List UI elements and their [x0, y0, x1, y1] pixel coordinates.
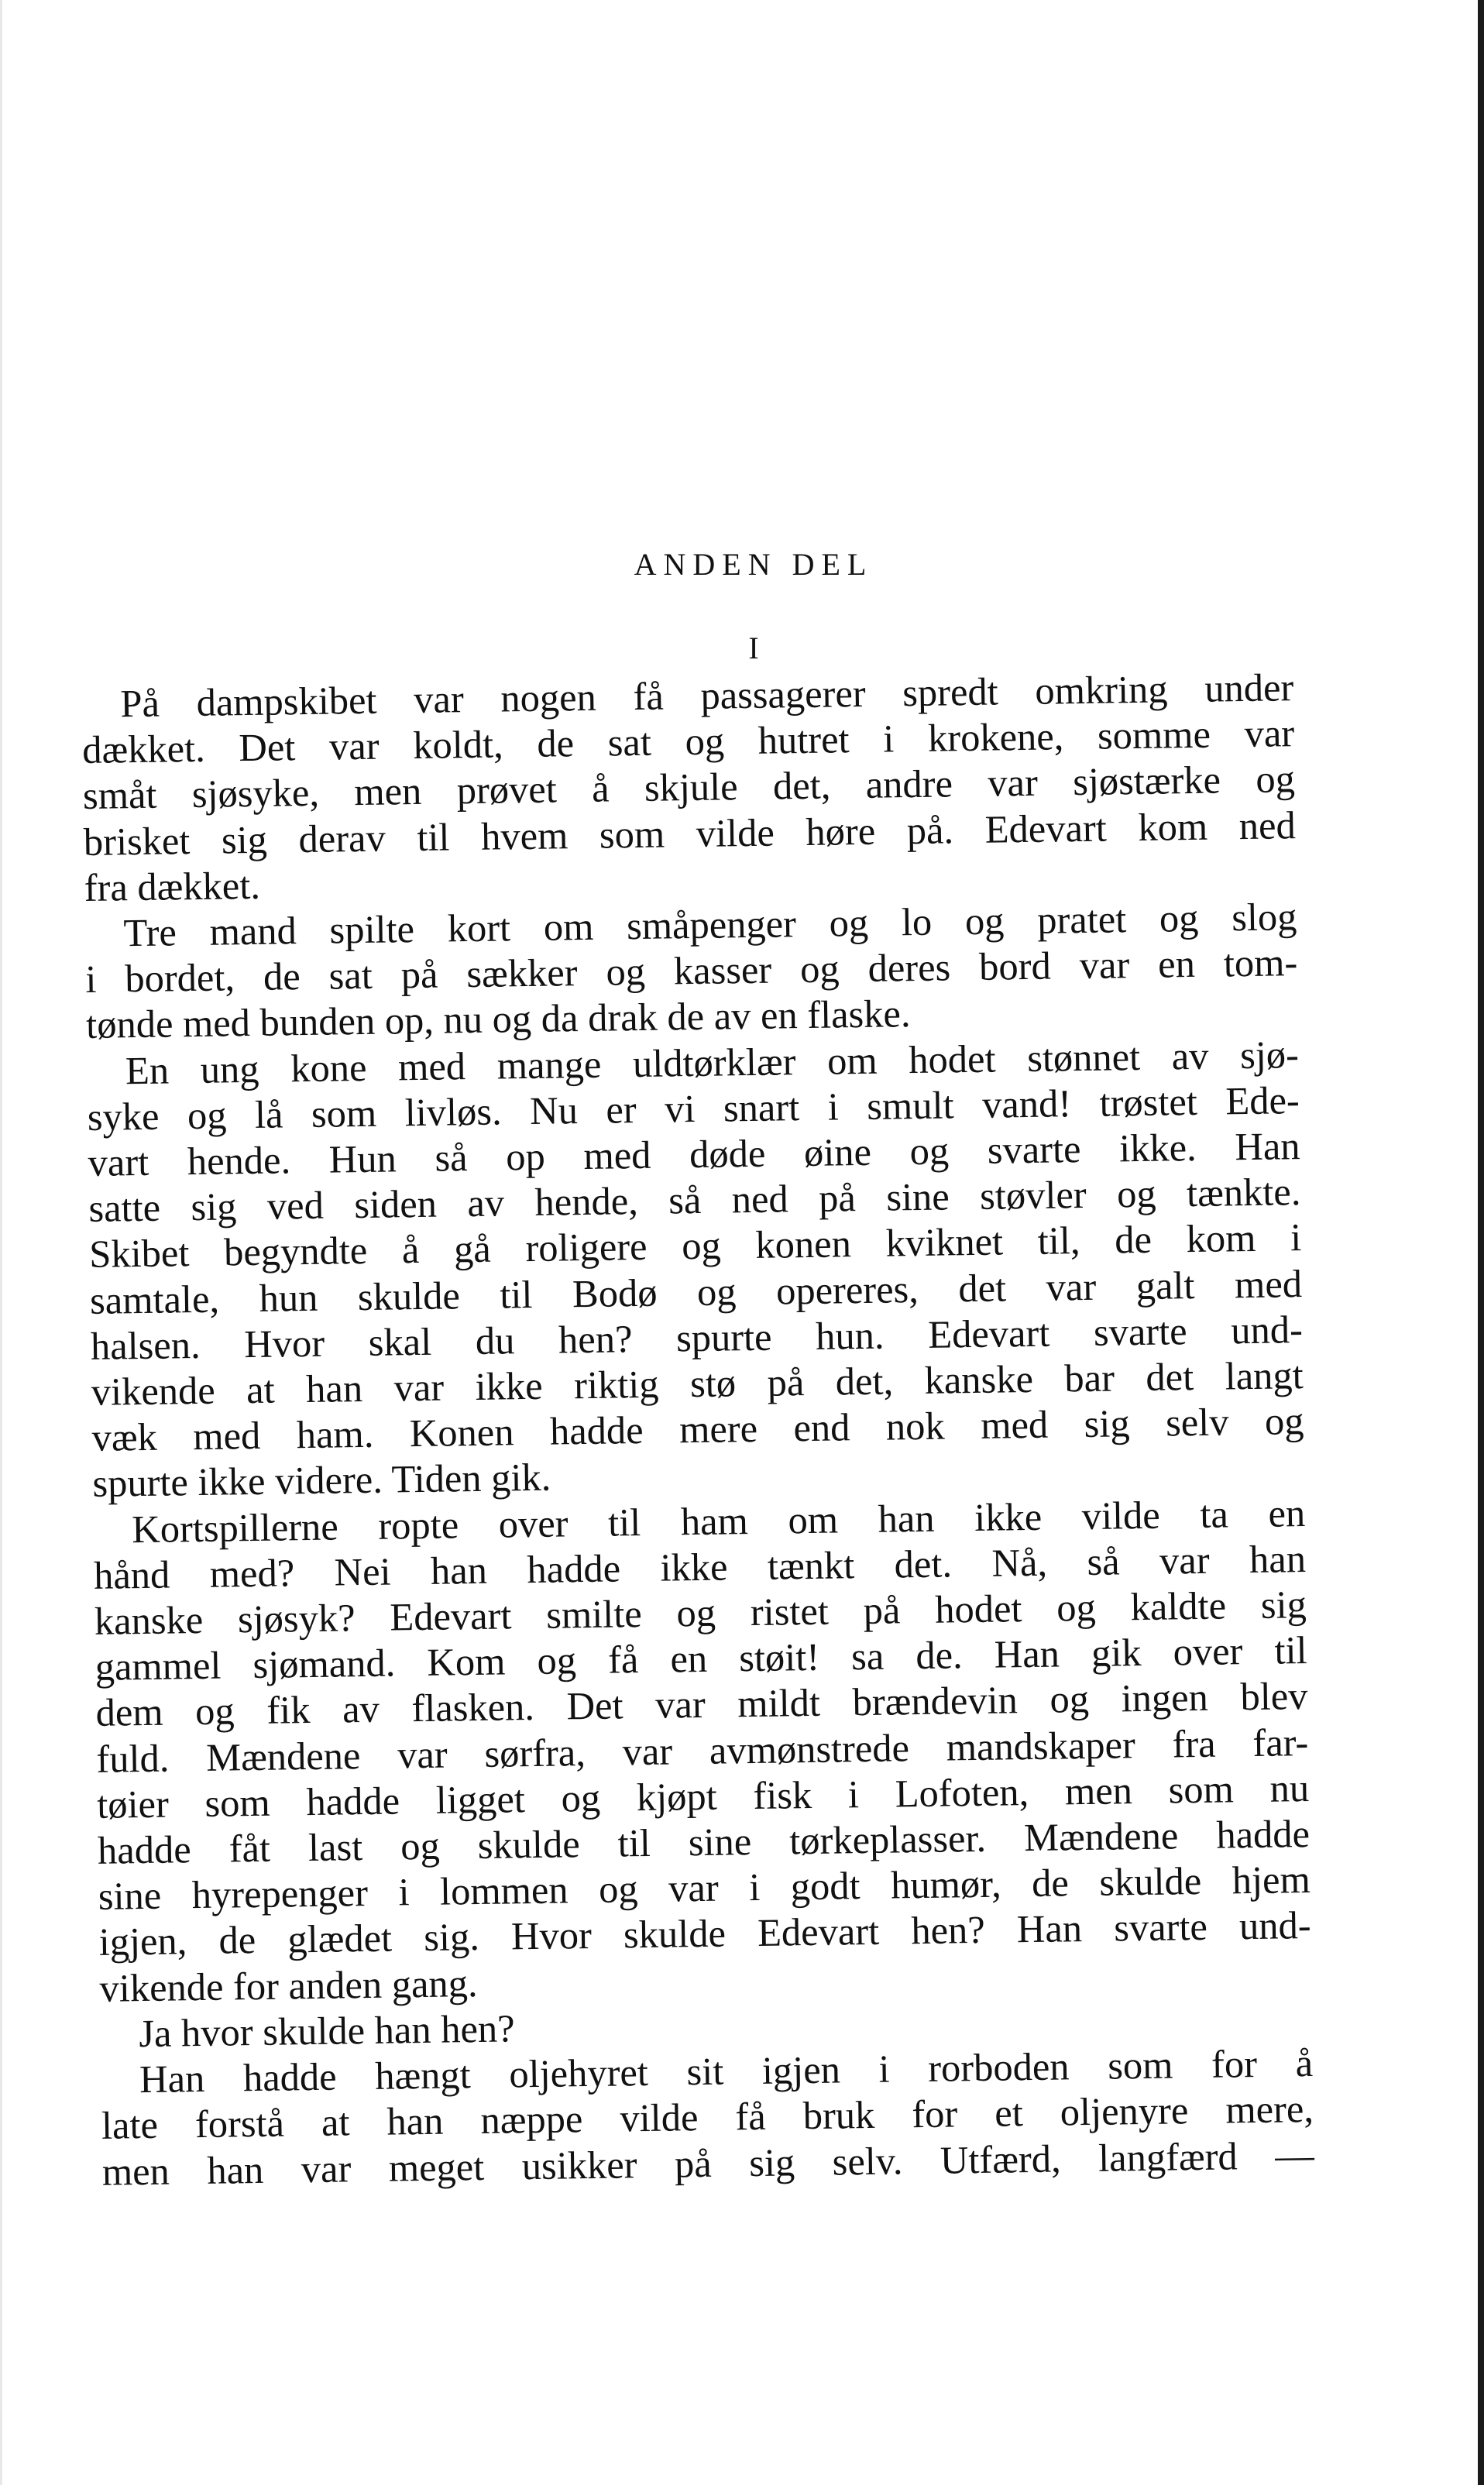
scan-edge-right: [1478, 0, 1484, 2485]
text-line: dem og fik av flasken. Det var mildt brændevin og ingen blev: [95, 1674, 1308, 1735]
text-line: Tre mand spilte kort om småpenger og lo og pratet og slog: [123, 895, 1297, 955]
text-line: Kortspillerne ropte over til ham om han ikke vilde ta en: [131, 1490, 1306, 1551]
text-line: samtale, hun skulde til Bodø og opereres, det var galt med: [89, 1261, 1303, 1322]
text-line: vart hende. Hun så op med døde øine og svarte ikke. Han: [88, 1124, 1300, 1184]
text-line: tønde med bunden op, nu og da drak de av en flaske.: [85, 992, 911, 1047]
text-line: gammel sjømand. Kom og få en støit! sa de. Han gik over til: [94, 1628, 1308, 1689]
text-line: syke og lå som livløs. Nu er vi snart i smult vand! trøstet Ede-: [87, 1078, 1300, 1139]
text-line: fuld. Mændene var sørfra, var avmønstrede mandskaper fra far-: [96, 1720, 1309, 1781]
text-line: spurte ikke videre. Tiden gik.: [92, 1456, 551, 1506]
text-line: vikende at han var ikke riktig stø på det, kanske bar det langt: [91, 1353, 1304, 1414]
text-line: hadde fåt last og skulde til sine tørkeplasser. Mændene hadde: [97, 1812, 1311, 1872]
scan-edge-left: [0, 0, 2, 2485]
text-line: late forstå at han næppe vilde få bruk for et oljenyre mere,: [101, 2087, 1314, 2148]
text-line: brisket sig derav til hvem som vilde høre på. Edevart kom ned: [83, 803, 1297, 864]
text-line: hånd med? Nei han hadde ikke tænkt det. Nå, så var han: [93, 1536, 1307, 1597]
part-title: ANDEN DEL: [634, 547, 874, 582]
chapter-number: I: [748, 631, 759, 665]
text-line: En ung kone med mange uldtørklær om hodet stønnet av sjø-: [125, 1032, 1300, 1092]
text-line: kanske sjøsyk? Edevart smilte og ristet på hodet og kaldte sig: [94, 1583, 1307, 1643]
page-body: [81, 665, 1314, 2195]
text-line: sine hyrepenger i lommen og var i godt humør, de skulde hjem: [98, 1858, 1311, 1919]
text-line: vikende for anden gang.: [99, 1961, 478, 2010]
text-line: småt sjøsyke, men prøvet å skjule det, andre var sjøstærke og: [82, 757, 1296, 818]
text-line: Han hadde hængt oljehyret sit igjen i rorboden som for å: [139, 2041, 1314, 2102]
text-line: fra dækket.: [84, 863, 261, 909]
text-line: På dampskibet var nogen få passagerer spredt omkring under: [120, 665, 1294, 726]
text-line: væk med ham. Konen hadde mere end nok med sig selv og: [91, 1399, 1304, 1460]
text-line: Ja hvor skulde han hen?: [138, 2006, 515, 2056]
text-line: dækket. Det var koldt, de sat og hutret i krokene, somme var: [81, 711, 1295, 772]
text-line: men han var meget usikker på sig selv. Utfærd, langfærd —: [101, 2133, 1315, 2194]
text-line: tøier som hadde ligget og kjøpt fisk i Lofoten, men som nu: [96, 1765, 1310, 1827]
text-line: i bordet, de sat på sækker og kasser og deres bord var en tom-: [84, 940, 1298, 1002]
text-line: igjen, de glædet sig. Hvor skulde Edevart hen? Han svarte und-: [98, 1903, 1311, 1964]
text-line: Skibet begyndte å gå roligere og konen kviknet til, de kom i: [88, 1215, 1302, 1277]
text-line: halsen. Hvor skal du hen? spurte hun. Edevart svarte und-: [90, 1307, 1304, 1368]
text-line: satte sig ved siden av hende, så ned på sine støvler og tænkte.: [88, 1170, 1301, 1231]
